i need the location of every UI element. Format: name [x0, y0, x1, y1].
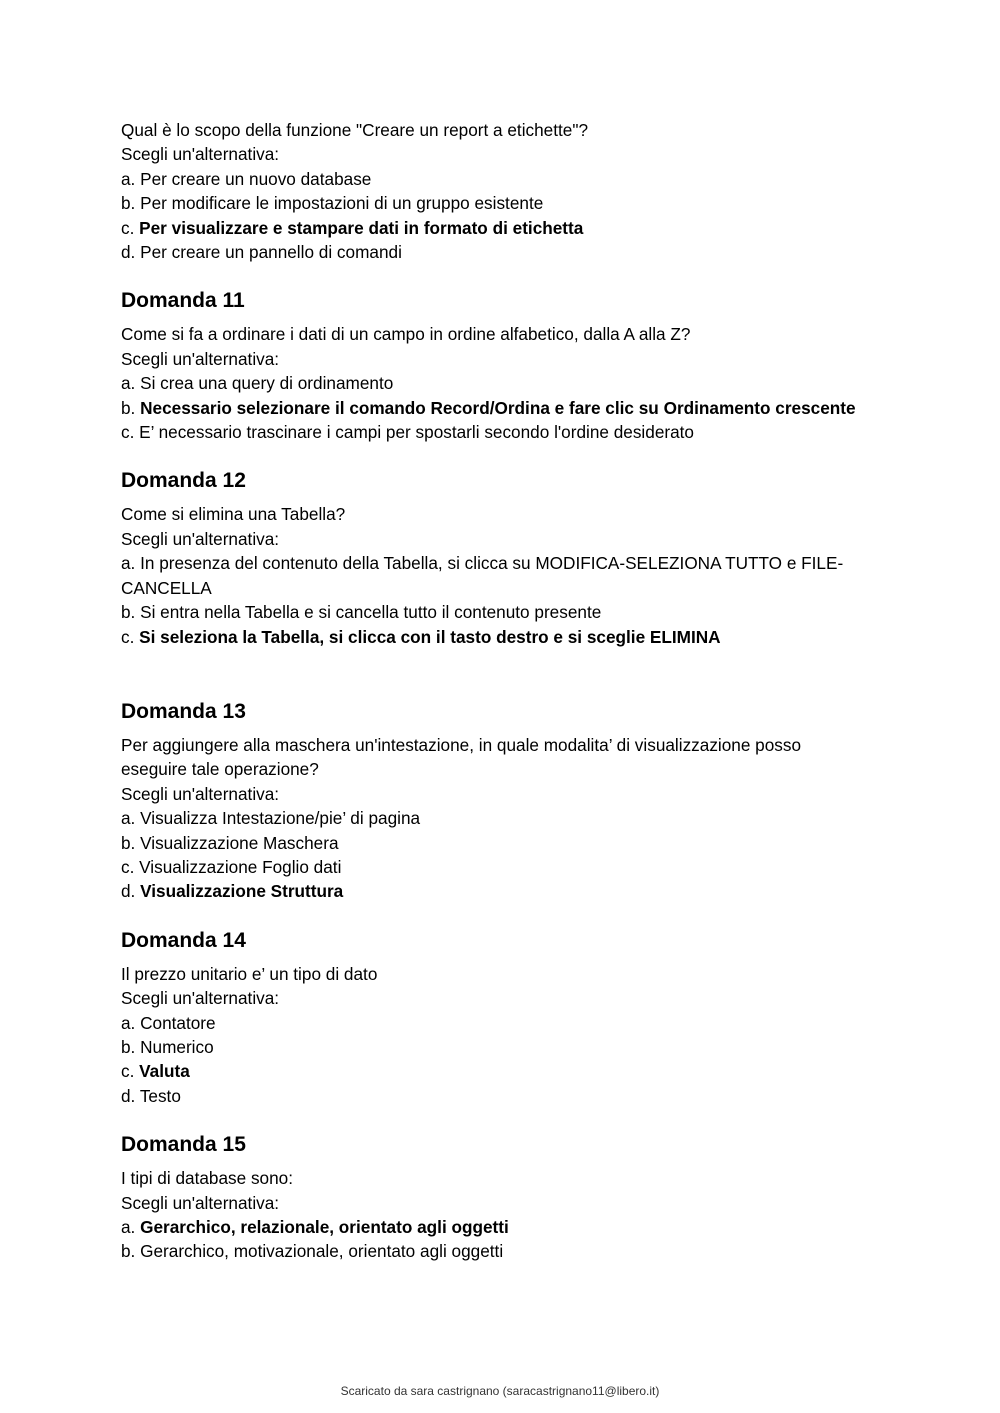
option-prefix: a. [121, 373, 141, 394]
option-c-correct [121, 625, 871, 649]
option-b [121, 1035, 871, 1059]
option-text: In presenza del contenuto della Tabella, si clicca su MODIFICA-SELEZIONA TUTTO e FILE-CANCELLA [121, 553, 844, 598]
option-text: Contatore [140, 1012, 216, 1033]
question-title: Domanda 11 [121, 289, 245, 313]
question-text: Qual è lo scopo della funzione "Creare un report a etichette"? [121, 120, 588, 140]
choice-prompt: Scegli un'alternativa: [121, 1192, 280, 1213]
question-10 [121, 118, 871, 264]
question-text: Il prezzo unitario e’ un tipo di dato [121, 963, 378, 984]
option-prefix: c. [121, 856, 140, 877]
option-prefix: c. [121, 626, 140, 647]
option-d [121, 240, 871, 264]
option-text: Necessario selezionare il comando Record/Ordina e fare clic su Ordinamento crescente [140, 397, 856, 418]
option-c-correct [121, 1059, 871, 1083]
question-11 [121, 288, 871, 444]
choice-prompt: Scegli un'alternativa: [121, 988, 280, 1009]
choice-prompt: Scegli un'alternativa: [121, 348, 280, 369]
option-prefix: b. [121, 193, 141, 214]
option-c [121, 855, 871, 879]
option-prefix: b. [121, 602, 141, 623]
choice-prompt: Scegli un'alternativa: [121, 783, 280, 804]
option-prefix: b. [121, 397, 141, 418]
option-text: Visualizzazione Maschera [140, 832, 339, 853]
question-13 [121, 699, 871, 904]
option-a [121, 1011, 871, 1035]
question-text: Come si fa a ordinare i dati di un campo in ordine alfabetico, dalla A alla Z? [121, 324, 691, 345]
question-title: Domanda 13 [121, 699, 246, 723]
option-text: E’ necessario trascinare i campi per spostarli secondo l'ordine desiderato [139, 422, 694, 443]
option-prefix: d. [121, 881, 141, 902]
option-text: Visualizzazione Struttura [140, 881, 344, 902]
download-footer: Scaricato da sara castrignano (saracastrignano11@libero.it) [340, 1384, 660, 1398]
option-a [121, 551, 871, 600]
question-title: Domanda 14 [121, 928, 246, 952]
option-prefix: c. [121, 1061, 140, 1082]
option-d [121, 1084, 871, 1108]
choice-prompt: Scegli un'alternativa: [121, 144, 280, 165]
option-prefix: a. [121, 1012, 141, 1033]
option-text: Per creare un pannello di comandi [140, 242, 402, 263]
question-text: I tipi di database sono: [121, 1168, 293, 1189]
option-text: Gerarchico, motivazionale, orientato agli oggetti [140, 1241, 504, 1262]
option-prefix: c. [121, 217, 140, 238]
option-prefix: b. [121, 832, 141, 853]
option-text: Si seleziona la Tabella, si clicca con il tasto destro e si sceglie ELIMINA [139, 626, 721, 647]
option-text: Per visualizzare e stampare dati in formato di etichetta [139, 217, 584, 238]
option-a [121, 806, 871, 830]
option-prefix: a. [121, 168, 141, 189]
question-title: Domanda 15 [121, 1133, 246, 1157]
question-14 [121, 928, 871, 1108]
option-b [121, 191, 871, 215]
question-text: Come si elimina una Tabella? [121, 504, 346, 525]
option-text: Valuta [139, 1061, 190, 1082]
option-text: Gerarchico, relazionale, orientato agli oggetti [140, 1217, 509, 1237]
choice-prompt: Scegli un'alternativa: [121, 528, 280, 549]
option-b [121, 600, 871, 624]
question-title: Domanda 12 [121, 469, 246, 493]
option-d-correct [121, 879, 871, 903]
option-b [121, 1239, 871, 1263]
option-prefix: a. [121, 553, 141, 574]
option-prefix: d. [121, 1085, 140, 1106]
option-text: Testo [139, 1085, 181, 1106]
option-text: Per creare un nuovo database [140, 168, 372, 189]
option-prefix: a. [121, 1217, 141, 1237]
option-c-correct [121, 216, 871, 240]
option-b-correct [121, 396, 871, 420]
question-text: Per aggiungere alla maschera un'intestazione, in quale modalita’ di visualizzazione posso eseguire tale operazione? [121, 734, 802, 780]
document-page [121, 118, 871, 1264]
option-a [121, 371, 871, 395]
option-a [121, 167, 871, 191]
option-text: Si entra nella Tabella e si cancella tutto il contenuto presente [140, 602, 602, 623]
option-text: Per modificare le impostazioni di un gruppo esistente [140, 193, 544, 214]
option-text: Visualizza Intestazione/pie’ di pagina [140, 808, 421, 829]
option-c [121, 420, 871, 444]
option-text: Si crea una query di ordinamento [140, 373, 394, 394]
option-prefix: a. [121, 808, 141, 829]
question-15 [121, 1132, 871, 1264]
option-prefix: b. [121, 1036, 141, 1057]
option-text: Numerico [140, 1036, 214, 1057]
option-text: Visualizzazione Foglio dati [139, 856, 342, 877]
question-12 [121, 468, 871, 648]
option-prefix: d. [121, 242, 141, 263]
option-a-correct [121, 1215, 871, 1239]
option-b [121, 831, 871, 855]
option-prefix: c. [121, 422, 140, 443]
option-prefix: b. [121, 1241, 141, 1262]
